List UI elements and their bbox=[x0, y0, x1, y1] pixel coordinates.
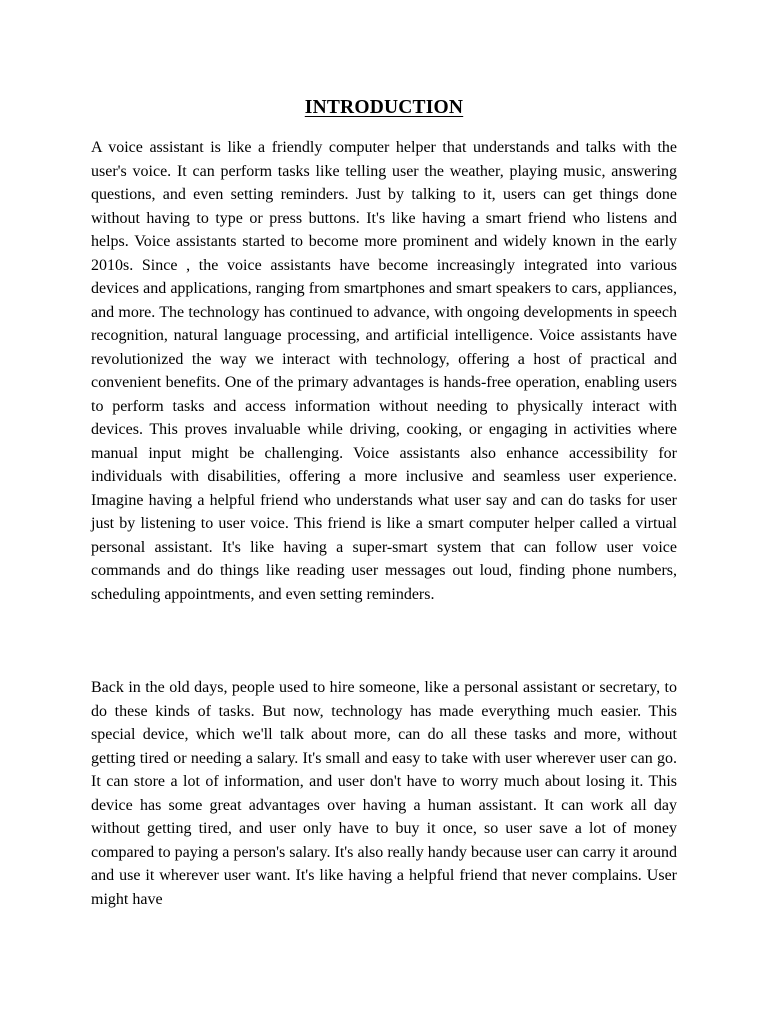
paragraph-2: Back in the old days, people used to hire someone, like a personal assistant or secretary, to do these kinds of tasks. But now, technology has made everything much easier. This special device, which we'll talk about more, can do all these tasks and more, without getting tired or needing a salary. It's small and easy to take with user wherever user can go. It can store a lot of information, and user don't have to worry much about losing it. This device has some great advantages over having a human assistant. It can work all day without getting tired, and user only have to buy it once, so user save a lot of money compared to paying a person's salary. It's also really handy because user can carry it around and use it wherever user want. It's like having a helpful friend that never complains. User might have bbox=[91, 679, 677, 908]
paragraph-1: A voice assistant is like a friendly computer helper that understands and talks with the user's voice. It can perform tasks like telling user the weather, playing music, answering questions, and even setting reminders. Just by talking to it, users can get things done without having to type or press buttons. It's like having a smart friend who listens and helps. Voice assistants started to become more prominent and widely known in the early 2010s. Since , the voice assistants have become increasingly integrated into various devices and applications, ranging from smartphones and smart speakers to cars, appliances, and more. The technology has continued to advance, with ongoing developments in speech recognition, natural language processing, and artificial intelligence. Voice assistants have revolutionized the way we interact with technology, offering a host of practical and convenient benefits. One of the primary advantages is hands-free operation, enabling users to perform tasks and access information without needing to physically interact with devices. This proves invaluable while driving, cooking, or engaging in activities where manual input might be challenging. Voice assistants also enhance accessibility for individuals with disabilities, offering a more inclusive and seamless user experience. Imagine having a helpful friend who understands what user say and can do tasks for user just by listening to user voice. This friend is like a smart computer helper called a virtual personal assistant. It's like having a super-smart system that can follow user voice commands and do things like reading user messages out loud, finding phone numbers, scheduling appointments, and even setting reminders. bbox=[91, 139, 677, 603]
page-title: INTRODUCTION bbox=[304, 97, 464, 118]
